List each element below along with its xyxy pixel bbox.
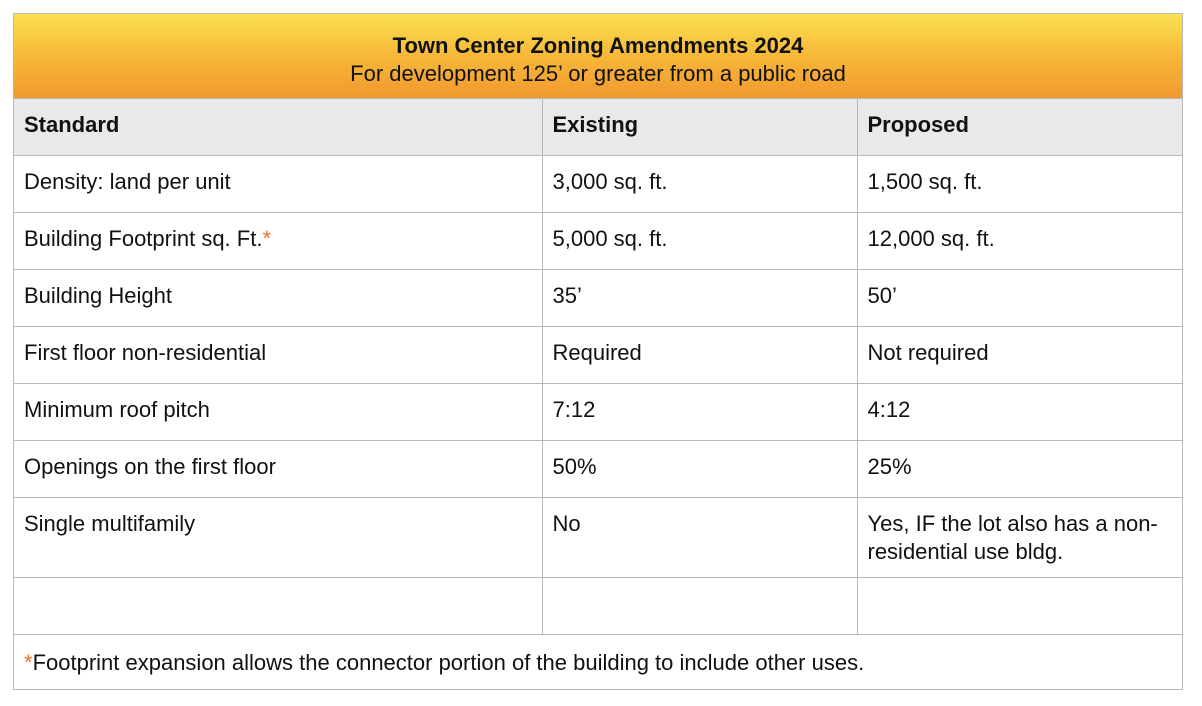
existing-cell: 50%	[542, 440, 857, 497]
column-header-row	[14, 99, 1182, 155]
proposed-cell: Yes, IF the lot also has a non-residential use bldg.	[857, 497, 1182, 577]
table-row	[14, 212, 1182, 269]
footnote	[14, 635, 1182, 691]
standard-cell: First floor non-residential	[14, 326, 542, 383]
table-row-empty	[14, 577, 1182, 634]
column-header-standard: Standard	[14, 99, 542, 155]
footnote-marker: *	[24, 649, 33, 675]
table-row	[14, 497, 1182, 577]
proposed-cell: 25%	[857, 440, 1182, 497]
proposed-cell: 4:12	[857, 383, 1182, 440]
table-row	[14, 326, 1182, 383]
column-header-existing: Existing	[542, 99, 857, 155]
footnote-text: Footprint expansion allows the connector portion of the building to include other uses.	[32, 649, 865, 675]
existing-cell: 7:12	[542, 383, 857, 440]
existing-cell: 5,000 sq. ft.	[542, 212, 857, 269]
table-title: Town Center Zoning Amendments 2024	[392, 33, 804, 58]
standard-cell	[14, 577, 542, 634]
footnote-marker: *	[262, 225, 272, 251]
standard-cell: Openings on the first floor	[14, 440, 542, 497]
proposed-cell: 50’	[857, 269, 1182, 326]
existing-cell: No	[542, 497, 857, 577]
existing-cell: 3,000 sq. ft.	[542, 155, 857, 212]
table-row	[14, 383, 1182, 440]
table-row	[14, 155, 1182, 212]
standard-cell: Density: land per unit	[14, 155, 542, 212]
table-row	[14, 269, 1182, 326]
proposed-cell: Not required	[857, 326, 1182, 383]
zoning-standards-table	[14, 99, 1182, 635]
column-header-proposed: Proposed	[857, 99, 1182, 155]
proposed-cell: 1,500 sq. ft.	[857, 155, 1182, 212]
standard-label: Building Footprint sq. Ft.	[24, 225, 263, 251]
zoning-table-card	[13, 13, 1183, 690]
table-subtitle: For development 125’ or greater from a public road	[350, 61, 846, 86]
standard-cell: Building Height	[14, 269, 542, 326]
existing-cell: Required	[542, 326, 857, 383]
existing-cell: 35’	[542, 269, 857, 326]
proposed-cell: 12,000 sq. ft.	[857, 212, 1182, 269]
existing-cell	[542, 577, 857, 634]
proposed-cell	[857, 577, 1182, 634]
standard-cell: Minimum roof pitch	[14, 383, 542, 440]
standard-cell	[14, 212, 542, 269]
title-band	[14, 14, 1182, 99]
table-row	[14, 440, 1182, 497]
standard-cell: Single multifamily	[14, 497, 542, 577]
